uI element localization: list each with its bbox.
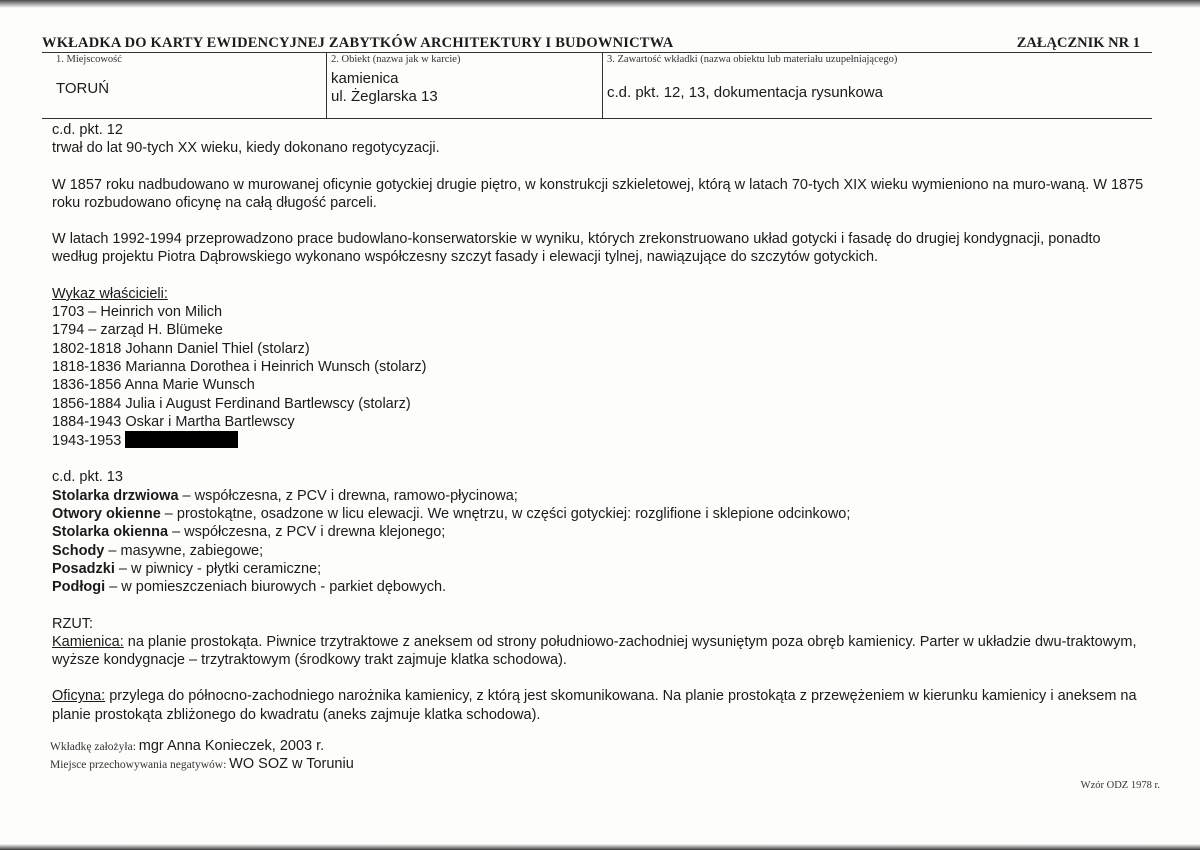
owner-item: 1836-1856 Anna Marie Wunsch <box>52 377 255 394</box>
feature-term: Otwory okienne <box>52 506 161 523</box>
plan-kamienica-desc: na planie prostokąta. Piwnice trzytraktowe z aneksem od strony południowo-zachodniej wysuniętym poza obręb kamienicy. Parter w układzie dwu-traktowym, wyższe kondygnacje – trzytraktowym (środkowy trakt zajmuje klatka schodowa). <box>52 633 1137 669</box>
footer-created-value: mgr Anna Konieczek, 2003 r. <box>138 738 325 754</box>
feature-desc: – w piwnicy - płytki ceramiczne; <box>114 560 322 577</box>
form-model: Wzór ODZ 1978 r. <box>1080 780 1160 791</box>
paragraph-1857: W 1857 roku nadbudowano w murowanej oficynie gotyckiej drugie piętro, w konstrukcji szkieletowej, którą w latach 70-tych XIX wieku wymieniono na muro-waną. W 1875 roku rozbudowano oficynę na całą długość parceli. <box>52 176 1144 211</box>
owner-item: 1794 – zarząd H. Blümeke <box>52 322 223 339</box>
document-body <box>52 121 1150 724</box>
owner-item: 1818-1836 Marianna Dorothea i Heinrich Wunsch (stolarz) <box>52 358 427 375</box>
feature-item <box>52 487 1150 505</box>
feature-item <box>52 505 1150 523</box>
owner-item-redacted <box>52 431 1150 450</box>
field-divider <box>602 52 603 118</box>
footer-storage-label: Miejsce przechowywania negatywów: <box>50 759 230 771</box>
field-contents-value: c.d. pkt. 12, 13, dokumentacja rysunkowa <box>607 84 883 101</box>
owner-item: 1703 – Heinrich von Milich <box>52 304 223 321</box>
header-rule <box>42 52 1152 53</box>
field-location-value: TORUŃ <box>56 80 110 97</box>
scan-edge-bottom <box>0 844 1200 850</box>
feature-desc: – w pomieszczeniach biurowych - parkiet dębowych. <box>105 579 447 596</box>
plan-kamienica <box>52 633 1150 670</box>
footer-storage-value: WO SOZ w Toruniu <box>229 756 354 772</box>
feature-term: Stolarka okienna <box>52 524 169 541</box>
plan-kamienica-term: Kamienica: <box>52 633 124 650</box>
feature-term: Stolarka drzwiowa <box>52 487 179 504</box>
feature-term: Schody <box>52 542 105 559</box>
field-contents-label: 3. Zawartość wkładki (nazwa obiektu lub materiału uzupełniającego) <box>607 54 898 65</box>
section-ref-12: c.d. pkt. 12 <box>52 122 123 138</box>
paragraph-continuation: trwał do lat 90-tych XX wieku, kiedy dokonano regotycyzacji. <box>52 140 440 157</box>
plan-oficyna <box>52 687 1150 724</box>
feature-item <box>52 523 1150 541</box>
form-title: WKŁADKA DO KARTY EWIDENCYJNEJ ZABYTKÓW ARCHITEKTURY I BUDOWNICTWA <box>42 35 674 51</box>
paragraph-1992: W latach 1992-1994 przeprowadzono prace budowlano-konserwatorskie w wyniku, których zrekonstruowano układ gotycki i fasadę do drugiej kondygnacji, ponadto według projektu Piotra Dąbrowskiego wykonano współczesny szczyt fasady i elewacji tylnej, nawiązujące do szczytów gotyckich. <box>52 231 1101 266</box>
owners-heading: Wykaz właścicieli: <box>52 285 168 302</box>
footer-storage <box>50 756 354 772</box>
owner-item: 1802-1818 Johann Daniel Thiel (stolarz) <box>52 340 310 357</box>
feature-item <box>52 578 1150 596</box>
plan-oficyna-desc: przylega do północno-zachodniego narożnika kamienicy, z którą jest skomunikowana. Na planie prostokąta z przewężeniem w kierunku kamienicy i aneksem na planie prostokąta zbliżonego do kwadratu (aneks zajmuje klatka schodowa). <box>52 688 1137 723</box>
field-divider <box>326 52 327 118</box>
feature-desc: – prostokątne, osadzone w licu elewacji. We wnętrzu, w części gotyckiej: rozglifione i sklepione odcinkowo; <box>160 506 851 523</box>
feature-desc: – masywne, zabiegowe; <box>104 542 264 559</box>
feature-term: Podłogi <box>52 579 106 596</box>
owner-item: 1884-1943 Oskar i Martha Bartlewscy <box>52 413 295 430</box>
scan-edge-top <box>0 0 1200 8</box>
plan-heading: RZUT: <box>52 615 94 632</box>
footer-created <box>50 738 324 754</box>
section-ref-13: c.d. pkt. 13 <box>52 469 123 486</box>
owner-item: 1856-1884 Julia i August Ferdinand Bartlewscy (stolarz) <box>52 395 411 412</box>
fields-rule <box>42 118 1152 119</box>
field-object-value: kamienica <box>331 70 399 87</box>
feature-item <box>52 560 1150 578</box>
feature-term: Posadzki <box>52 560 115 577</box>
plan-oficyna-term: Oficyna: <box>52 688 106 705</box>
annex-number: ZAŁĄCZNIK NR 1 <box>1016 35 1140 51</box>
footer-created-label: Wkładkę założyła: <box>50 741 139 753</box>
feature-desc: – współczesna, z PCV i drewna, ramowo-płycinowa; <box>178 487 518 504</box>
field-object-address: ul. Żeglarska 13 <box>331 88 438 105</box>
feature-item <box>52 542 1150 560</box>
field-object-label: 2. Obiekt (nazwa jak w karcie) <box>331 54 461 65</box>
feature-desc: – współczesna, z PCV i drewna klejonego; <box>168 524 446 541</box>
owner-years: 1943-1953 <box>52 433 122 450</box>
field-location-label: 1. Miejscowość <box>56 54 122 65</box>
redaction-bar <box>125 431 238 448</box>
